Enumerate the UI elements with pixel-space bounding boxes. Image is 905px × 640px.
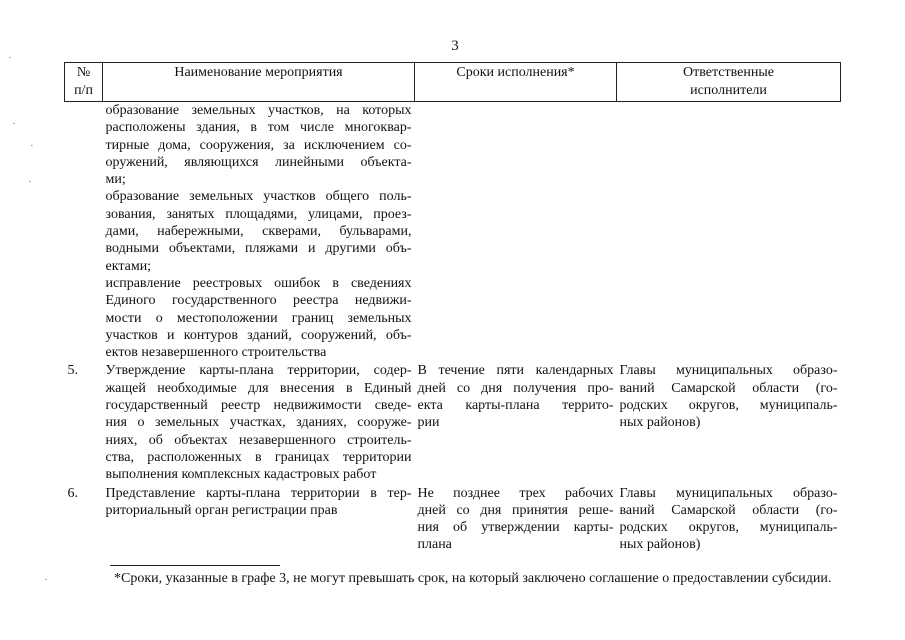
text-line: В течение пяти календарных [417, 363, 614, 379]
header-responsible [617, 63, 841, 102]
text-line: риториальный орган регистрации прав [105, 502, 338, 518]
text-line: тирные дома, сооружения, за исключением со- [105, 137, 412, 153]
text-line: участков и контуров зданий, сооружений, объ- [105, 327, 412, 343]
footnote: *Сроки, указанные в графе 3, не могут превышать срок, на который заключено соглашение о предоставлении субсидии. [114, 571, 832, 586]
table-row [65, 362, 841, 484]
measure-deadline [415, 485, 617, 555]
text-line: Представление карты-плана территории в тер- [105, 485, 412, 501]
row-number [65, 102, 103, 363]
measure-responsible [617, 362, 841, 484]
measure-name [103, 485, 415, 555]
text-line: зования, занятых площадями, улицами, проез- [105, 206, 412, 222]
text-line: екта карты-плана террито- [417, 398, 614, 414]
text-line: водными объектами, пляжами и другими объ- [105, 241, 412, 257]
text-line: исправление реестровых ошибок в сведениях [105, 275, 412, 291]
text-line: ектов незавершенного строительства [105, 345, 327, 361]
scan-speck: · [12, 118, 16, 130]
table-row [65, 485, 841, 555]
text-line: государственный реестр недвижимости сведе- [105, 398, 412, 414]
scan-speck: · [8, 52, 12, 64]
text-line: ектами; [105, 258, 152, 274]
text-line: выполнения комплексных кадастровых работ [105, 467, 377, 483]
header-deadline: Сроки исполнения* [415, 63, 617, 102]
row-number: 6. [67, 485, 78, 501]
header-number [65, 63, 103, 102]
text-line: родских округов, муниципаль- [619, 398, 838, 414]
text-line: ниях, об объектах незавершенного строитель- [105, 432, 412, 448]
page-number: 3 [451, 38, 459, 54]
text-line: ных районов) [619, 415, 701, 431]
scan-speck: · [44, 574, 48, 586]
footnote-divider [110, 565, 280, 566]
text-line: Единого государственного реестра недвижи- [105, 293, 412, 309]
text-line: рии [417, 415, 440, 431]
text-line: мости о местоположении границ земельных [105, 310, 412, 326]
text-line: расположены здания, в том числе многоквар- [105, 120, 412, 136]
header-name: Наименование мероприятия [103, 63, 415, 102]
text-line: Главы муниципальных образо- [619, 363, 838, 379]
text-line: ства, расположенных в границах территории [105, 449, 412, 465]
text-line: ния об утверждении карты- [417, 520, 614, 536]
header-number-line: п/п [74, 83, 93, 98]
text-line: Главы муниципальных образо- [619, 485, 838, 501]
scan-speck: · [28, 176, 32, 188]
measure-responsible [617, 485, 841, 555]
table-row-continuation [65, 102, 841, 363]
text-line: образование земельных участков, на которых [105, 103, 412, 118]
text-line: дней со дня получения про- [417, 380, 614, 396]
header-responsible-line: исполнители [690, 83, 767, 98]
text-line: ных районов) [619, 537, 701, 553]
text-line: ваний Самарской области (го- [619, 380, 838, 396]
text-line: жащей необходимые для внесения в Единый [105, 380, 412, 396]
text-line: родских округов, муниципаль- [619, 520, 838, 536]
measures-table [64, 62, 841, 555]
text-line: ния о земельных участках, зданиях, сооруже- [105, 415, 412, 431]
text-line: плана [417, 537, 452, 553]
row-number: 5. [67, 363, 78, 379]
measure-name [103, 362, 415, 484]
scan-speck: · [30, 140, 34, 152]
text-line: образование земельных участков общего поль- [105, 189, 412, 205]
text-line: Не позднее трех рабочих [417, 485, 614, 501]
header-number-line: № [76, 65, 91, 80]
measure-responsible [617, 102, 841, 363]
text-line: ваний Самарской области (го- [619, 502, 838, 518]
measure-deadline [415, 102, 617, 363]
measure-deadline [415, 362, 617, 484]
text-line: оружений, являющихся линейными объекта- [105, 154, 412, 170]
header-responsible-line: Ответственные [683, 65, 774, 80]
text-line: дами, набережными, скверами, бульварами, [105, 224, 412, 240]
measure-name [103, 102, 415, 363]
text-line: Утверждение карты-плана территории, содер- [105, 363, 412, 379]
table-header [65, 63, 841, 102]
text-line: ми; [105, 172, 126, 188]
text-line: дней со дня принятия реше- [417, 502, 614, 518]
